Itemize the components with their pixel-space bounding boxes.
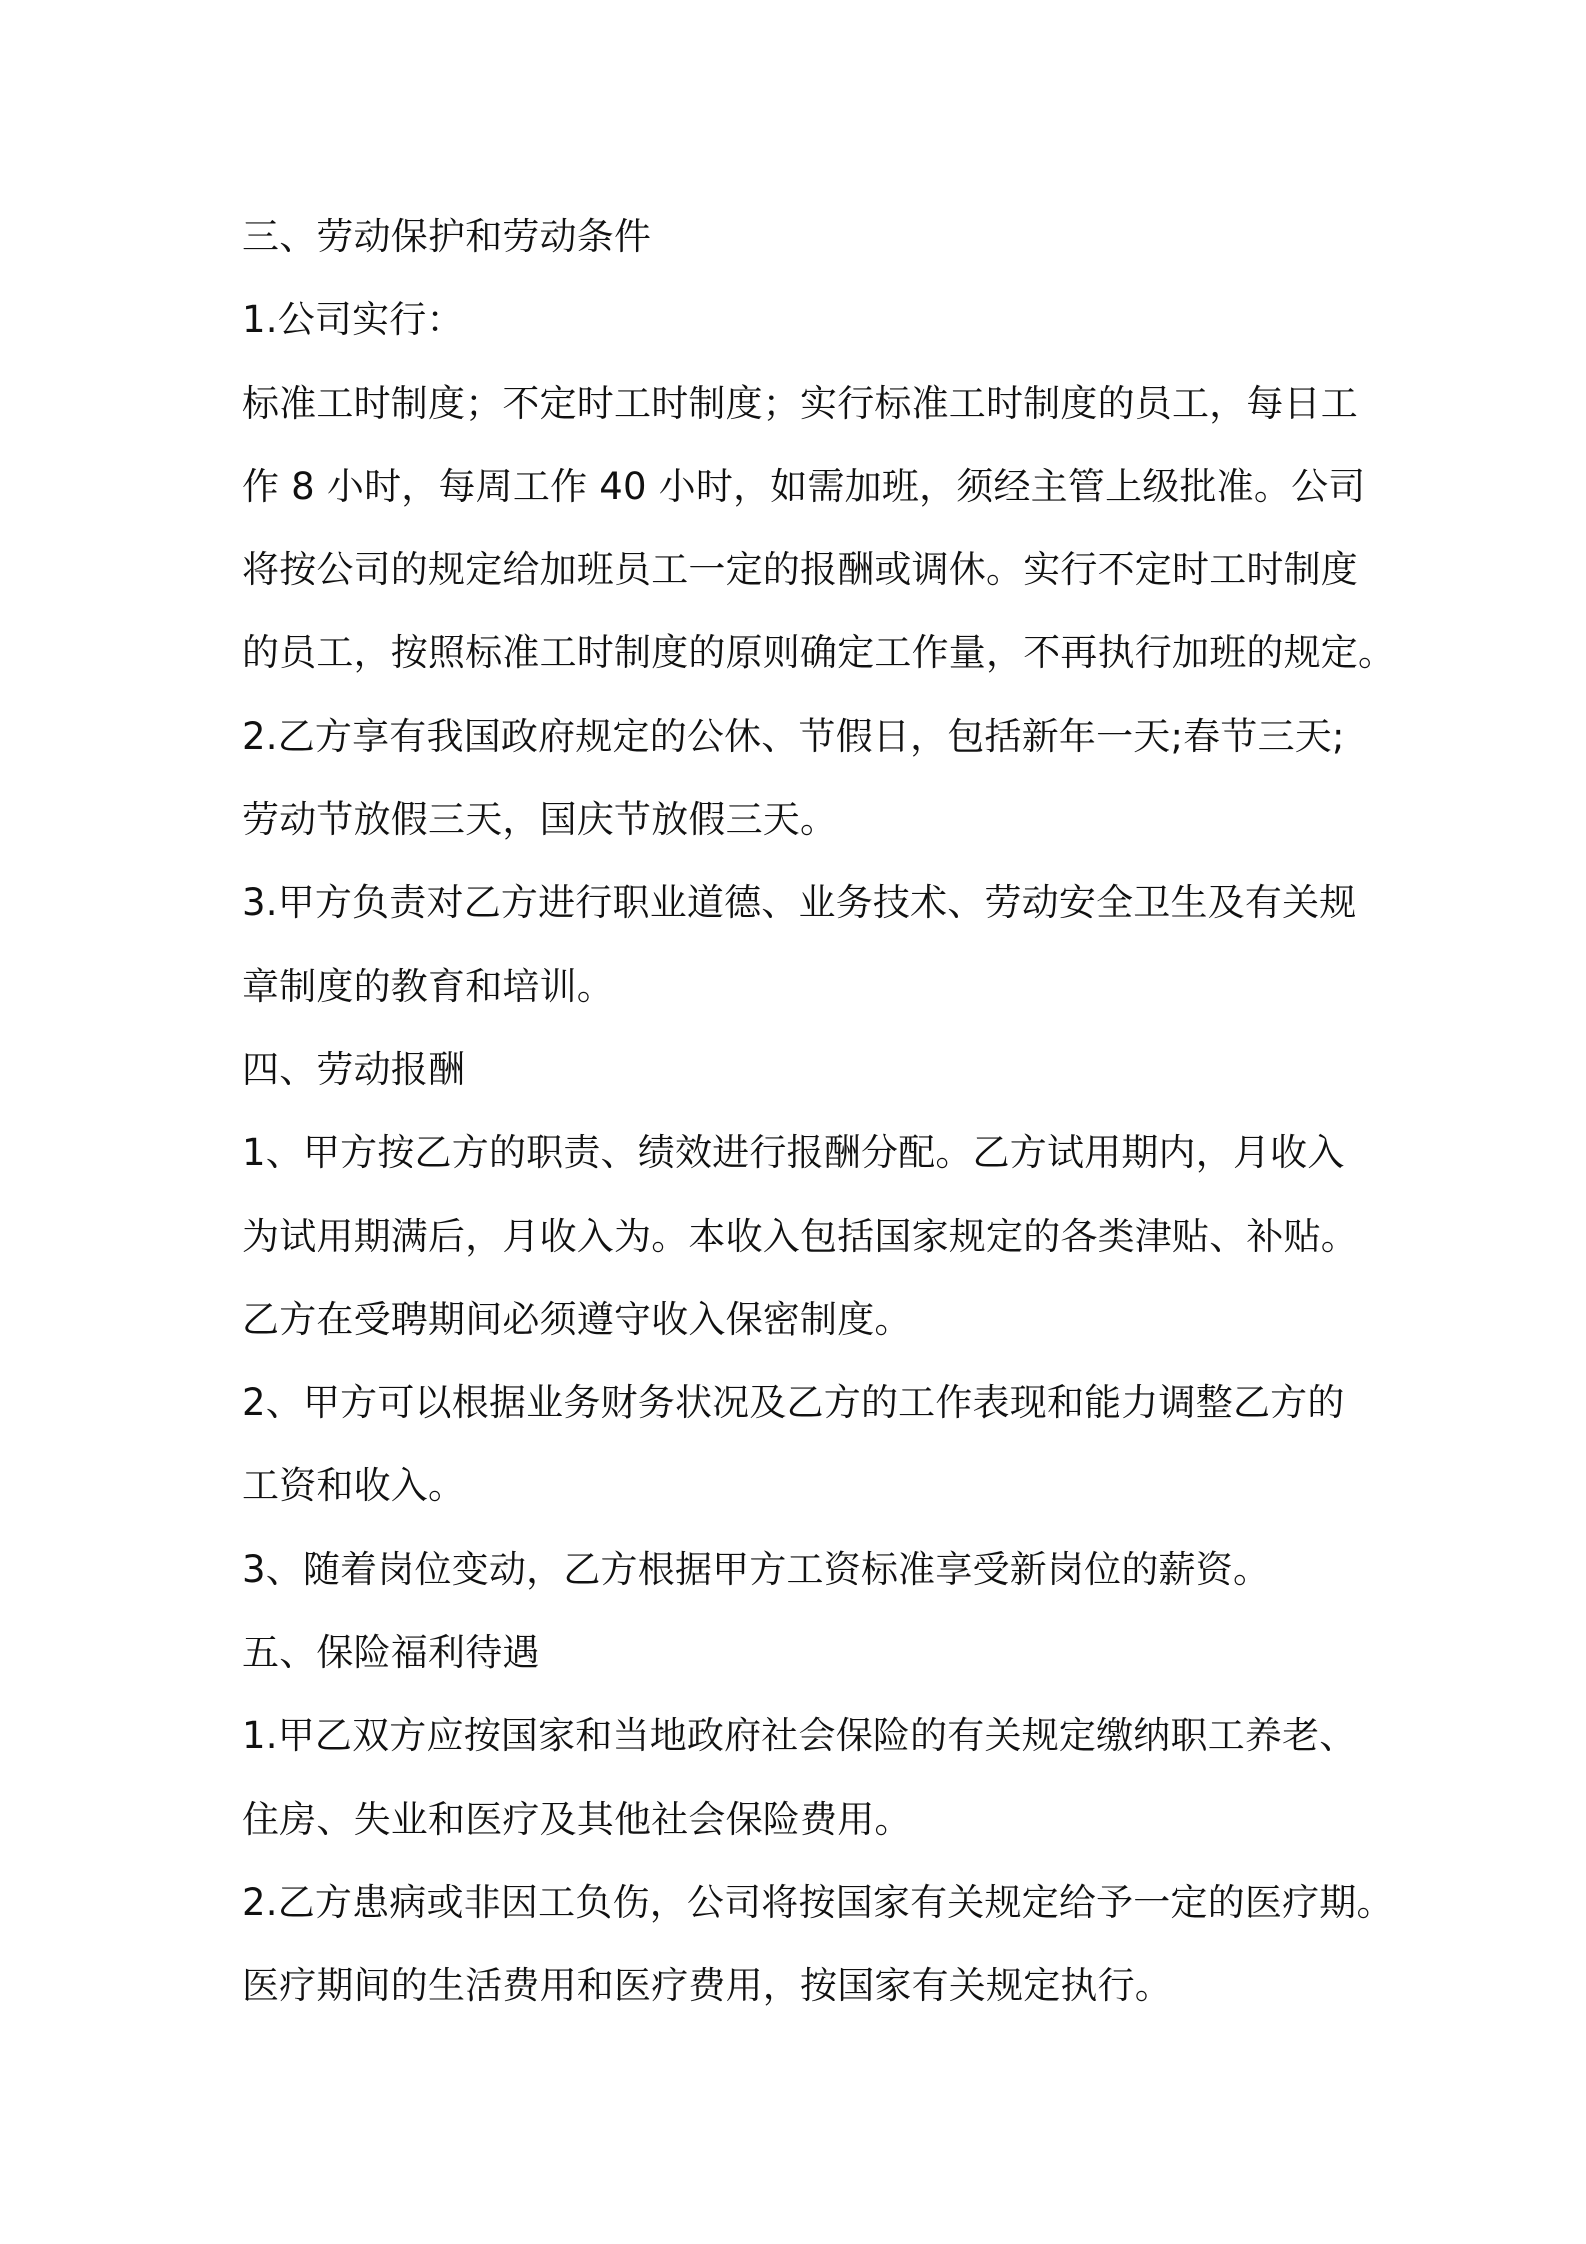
text-line: 2.乙方享有我国政府规定的公休、节假日，包括新年一天;春节三天; (242, 714, 1345, 758)
text-line: 章制度的教育和培训。 (242, 964, 614, 1008)
section-heading-5: 五、保险福利待遇 (242, 1631, 540, 1675)
text-line: 3、随着岗位变动，乙方根据甲方工资标准享受新岗位的薪资。 (242, 1547, 1271, 1591)
section-heading-3: 三、劳动保护和劳动条件 (242, 215, 652, 258)
text-line: 乙方在受聘期间必须遵守收入保密制度。 (242, 1297, 912, 1341)
text-line: 1.公司实行： (242, 298, 464, 342)
text-line: 的员工，按照标准工时制度的原则确定工作量，不再执行加班的规定。 (242, 631, 1396, 675)
text-line: 医疗期间的生活费用和医疗费用，按国家有关规定执行。 (242, 1964, 1172, 2008)
text-line: 将按公司的规定给加班员工一定的报酬或调休。实行不定时工时制度 (242, 548, 1358, 592)
text-line: 劳动节放假三天，国庆节放假三天。 (242, 798, 838, 842)
text-line: 1、甲方按乙方的职责、绩效进行报酬分配。乙方试用期内，月收入 (242, 1131, 1345, 1175)
text-line: 住房、失业和医疗及其他社会保险费用。 (242, 1797, 912, 1841)
text-line: 作 8 小时，每周工作 40 小时，如需加班，须经主管上级批准。公司 (242, 464, 1366, 508)
text-line: 1.甲乙双方应按国家和当地政府社会保险的有关规定缴纳职工养老、 (242, 1714, 1357, 1758)
text-line: 2、甲方可以根据业务财务状况及乙方的工作表现和能力调整乙方的 (242, 1381, 1345, 1425)
text-line: 2.乙方患病或非因工负伤，公司将按国家有关规定给予一定的医疗期。 (242, 1880, 1394, 1924)
text-line: 标准工时制度；不定时工时制度；实行标准工时制度的员工，每日工 (242, 381, 1358, 425)
text-line: 工资和收入。 (242, 1464, 466, 1508)
section-heading-4: 四、劳动报酬 (242, 1047, 466, 1091)
document-body (242, 195, 1396, 2028)
text-line: 3.甲方负责对乙方进行职业道德、业务技术、劳动安全卫生及有关规 (242, 881, 1357, 925)
text-line: 为试用期满后，月收入为。本收入包括国家规定的各类津贴、补贴。 (242, 1214, 1358, 1258)
